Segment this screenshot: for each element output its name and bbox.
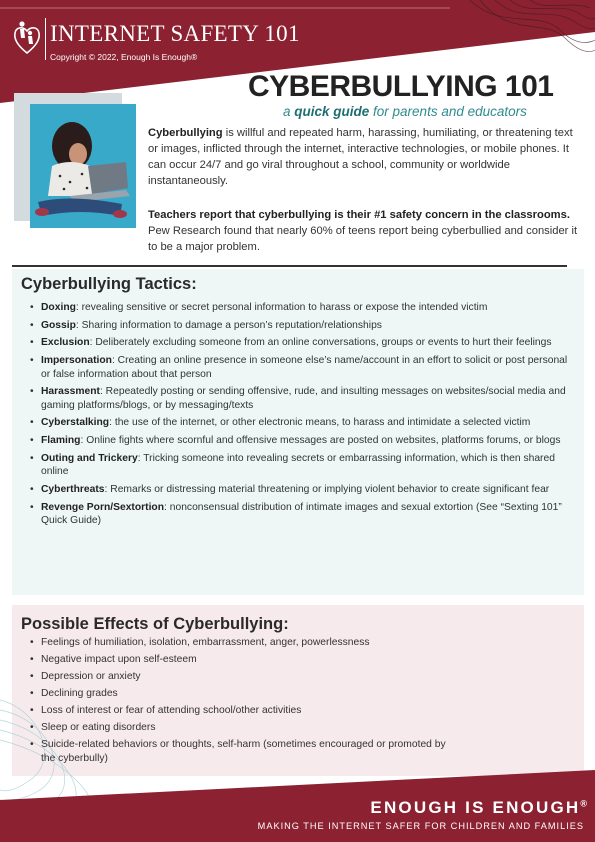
subtitle-emphasis: quick guide [294,104,370,119]
tactics-list [30,301,575,532]
list-item [30,501,575,528]
tactic-text: : Remarks or distressing material threatening or implying violent behavior to create significant fear [104,484,550,495]
intro-paragraph-statistic [148,207,578,255]
tactic-term: Outing and Trickery [41,452,138,464]
section-divider [12,265,567,267]
subtitle-prefix: a [283,104,295,119]
tactic-term: Revenge Porn/Sextortion [41,501,165,513]
tactic-text: : Deliberately excluding someone from an online conversations, groups or events to hurt their feelings [89,337,552,349]
list-item: • Suicide-related behaviors or thoughts, self-harm (sometimes encouraged or promoted by the cyberbully) [30,738,450,765]
intro-statistic-text: Pew Research found that nearly 60% of teens report being cyberbullied and consider it to be a major problem. [148,225,578,253]
list-item [30,452,575,479]
list-item [30,301,575,315]
tactic-text: : Online fights where scornful and offensive messages are posted on websites, platforms forums, or blogs [80,435,561,447]
effects-heading: Possible Effects of Cyberbullying: [21,615,289,633]
tactic-term: Harassment [41,386,100,398]
list-item: • Sleep or eating disorders [30,721,450,735]
tactic-text: : revealing sensitive or secret personal information to harass or expose the intended victim [75,302,488,313]
list-item [30,434,575,448]
list-item [30,483,575,497]
list-item [30,319,575,333]
list-item [30,385,575,412]
tactic-text: : Tricking someone into revealing secrets or embarrassing information, which is then shared online [41,452,555,478]
page-title: CYBERBULLYING 101 [248,70,554,103]
footer-org-text: ENOUGH IS ENOUGH [370,798,581,817]
student-laptop-photo [30,104,136,228]
tactic-text: : Creating an online presence in someone else’s name/account in an effort to solicit or post personal or false information about that person [41,355,568,380]
tactic-term: Cyberthreats [41,484,105,495]
intro-paragraph-definition [148,125,578,189]
tactic-term: Cyberstalking [41,417,110,429]
page-subtitle [283,104,527,119]
header-title: INTERNET SAFETY 101 [50,21,300,46]
heart-family-logo-icon [13,20,41,56]
tactic-text: : Repeatedly posting or sending offensive, rude, and insulting messages on websites/social media and gaming platforms/blogs, or by messaging/texts [41,386,566,411]
tactic-term: Flaming [41,435,81,447]
list-item: • Depression or anxiety [30,670,450,684]
list-item: • Feelings of humiliation, isolation, embarrassment, anger, powerlessness [30,636,450,650]
registered-mark: ® [580,798,587,809]
header-divider [45,18,46,60]
copyright-text: Copyright © 2022, Enough Is Enough® [50,52,198,62]
intro-definition-text: is willful and repeated harm, harassing, humiliating, or threatening text or images, inflicted through the internet, interactive technologies, or mobile phones. It can occur 24/7 and go viral throughout a school, community or worldwide instantaneously. [148,127,573,187]
list-item: • Negative impact upon self-esteem [30,653,450,667]
tactic-term: Impersonation [41,355,112,367]
list-item [30,416,575,430]
list-item: • Declining grades [30,687,450,701]
tactic-text: : Sharing information to damage a person’s reputation/relationships [75,319,382,331]
tactic-term: Doxing [41,302,76,313]
list-item: • Loss of interest or fear of attending school/other activities [30,704,450,718]
list-item [30,336,575,350]
tactic-text: : the use of the internet, or other electronic means, to harass and intimidate a selected victim [109,417,531,429]
footer-org-name [370,798,587,818]
tactic-text: : nonconsensual distribution of intimate images and sexual extortion (See “Sexting 101” Quick Guide) [41,501,562,527]
intro-statistic-lead: Teachers report that cyberbullying is their #1 safety concern in the classrooms. [148,209,570,221]
intro-definition-term: Cyberbullying [148,127,223,139]
subtitle-suffix: for parents and educators [369,104,527,119]
tactics-heading: Cyberbullying Tactics: [21,275,197,293]
effects-list [30,636,450,769]
footer-tagline: MAKING THE INTERNET SAFER FOR CHILDREN AND FAMILIES [257,821,584,831]
tactic-term: Gossip [41,319,76,331]
list-item [30,354,575,381]
tactic-term: Exclusion [41,337,90,349]
